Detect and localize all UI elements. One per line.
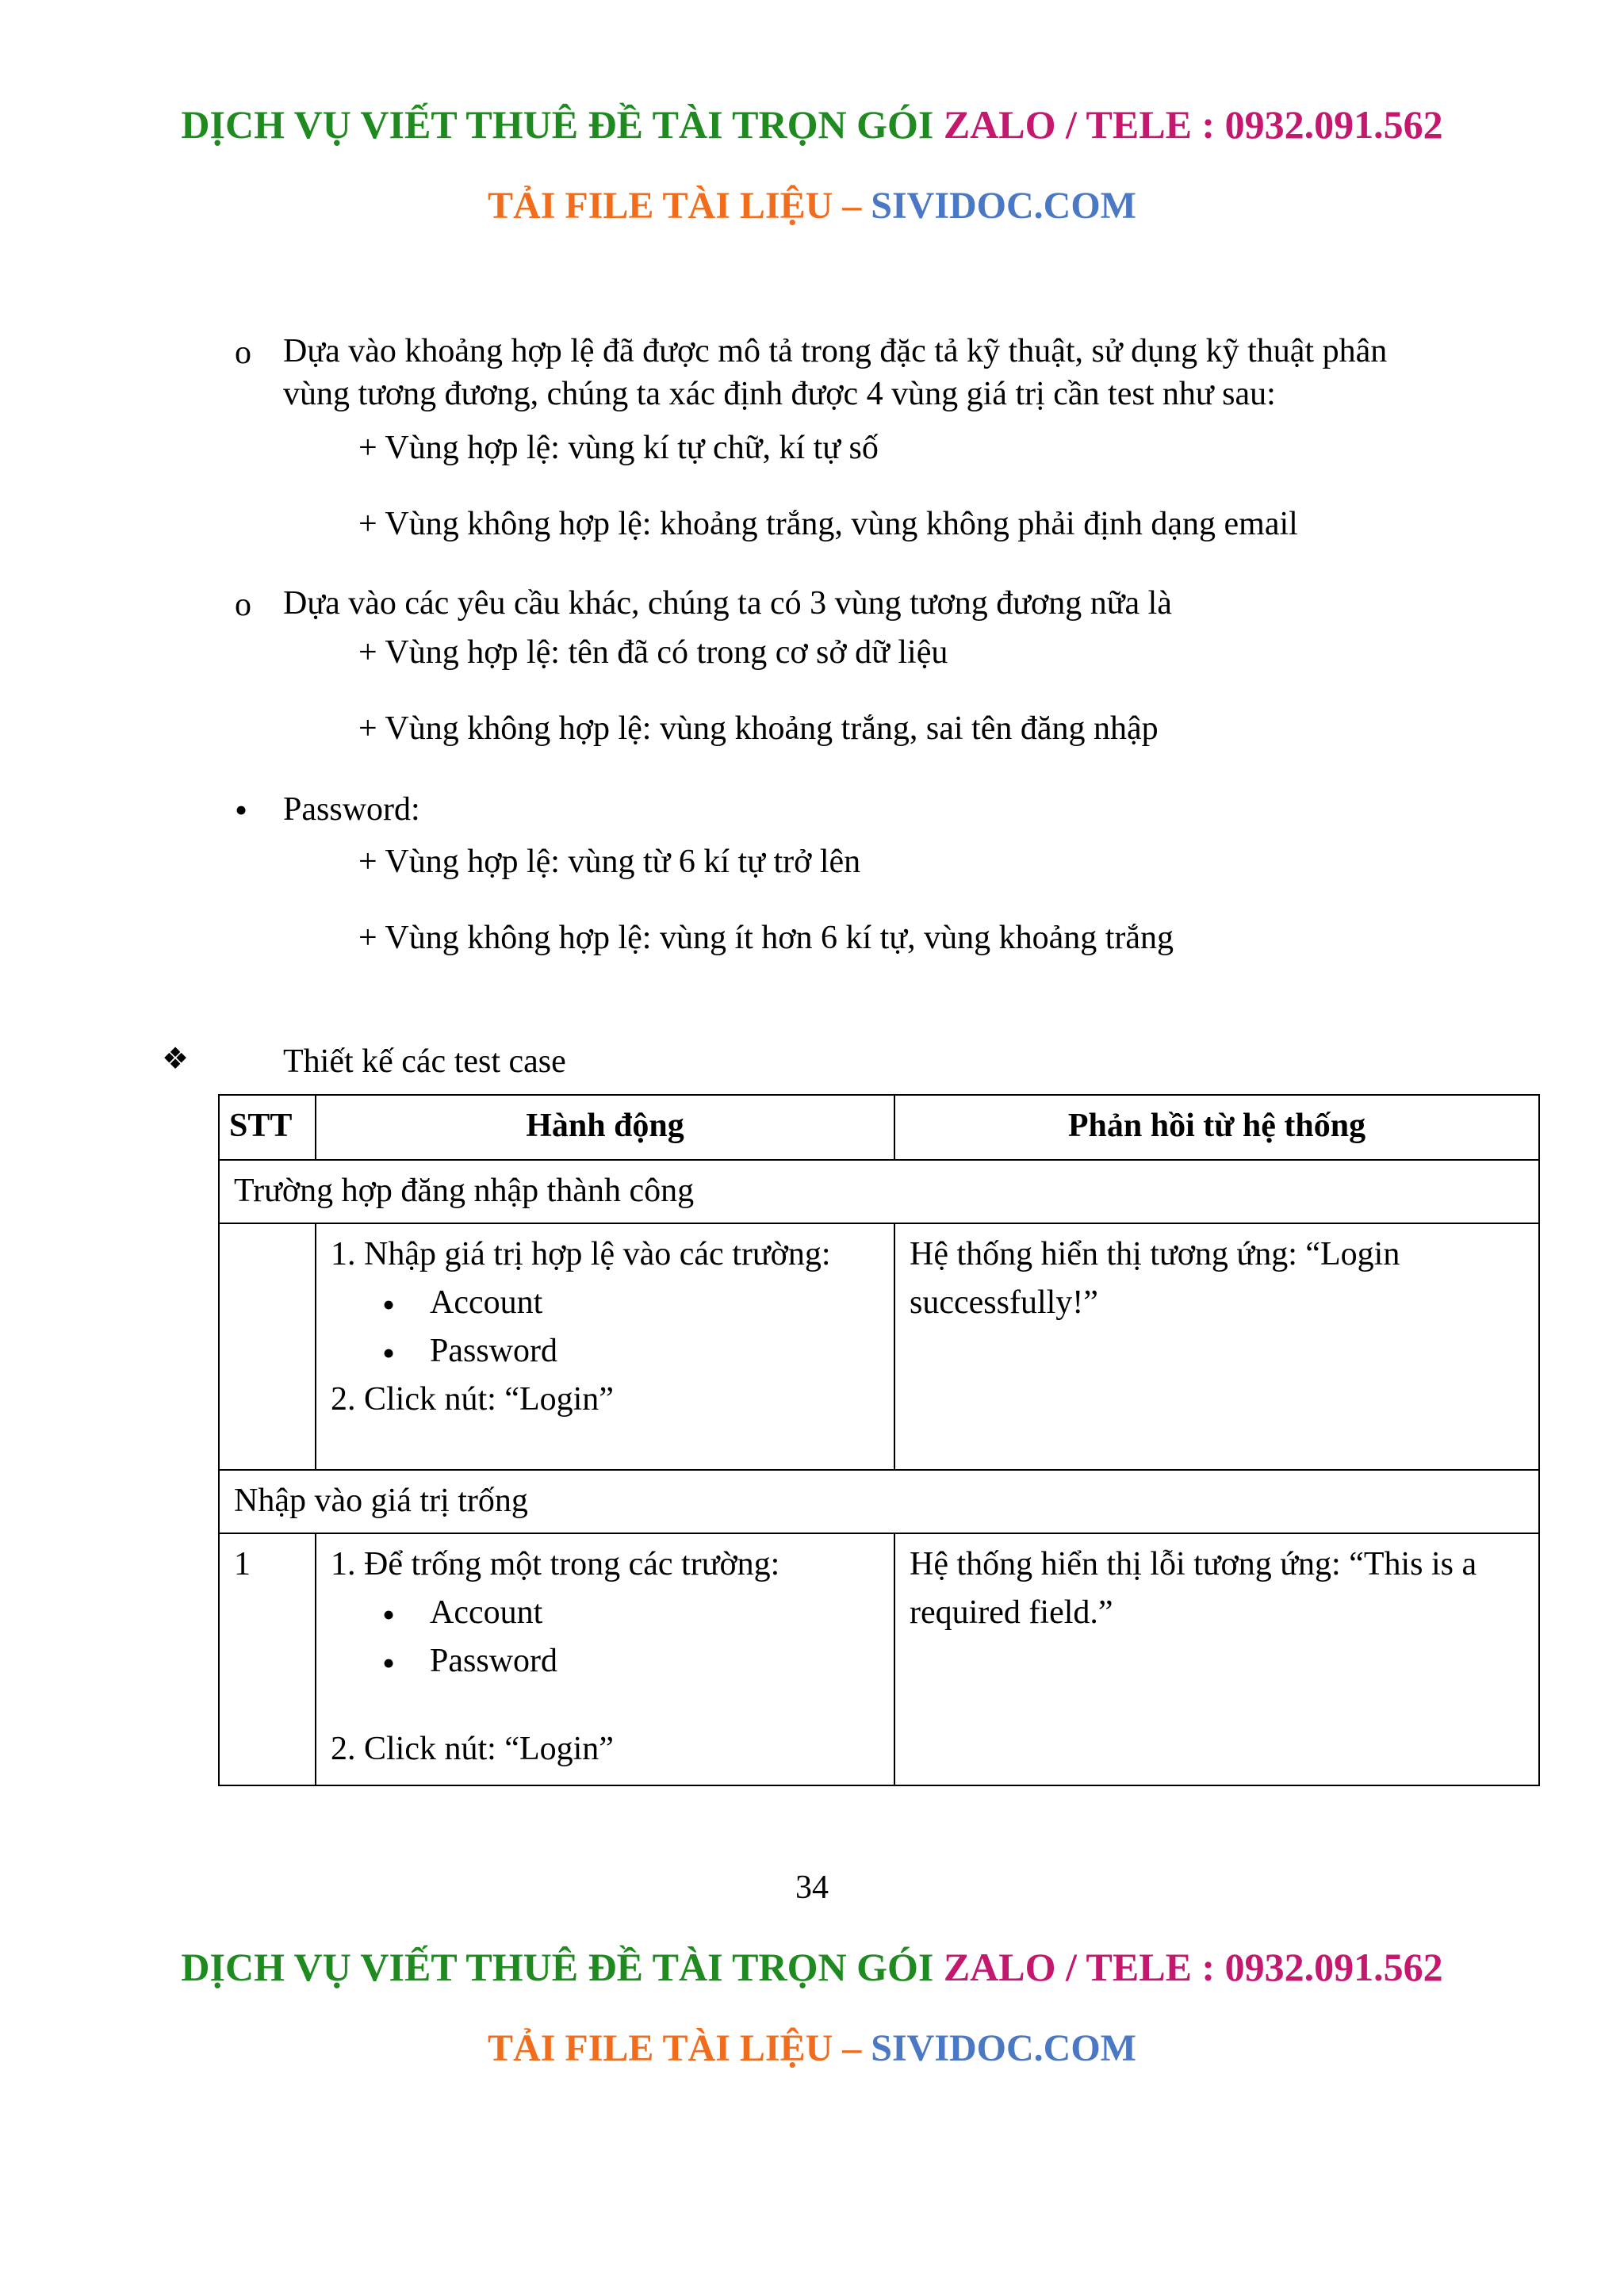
header-contact-text: ZALO / TELE : 0932.091.562 — [943, 102, 1443, 147]
footer-banner-download — [0, 2026, 1624, 2070]
footer-banner-service — [0, 1944, 1624, 1990]
group-title-empty: Nhập vào giá trị trống — [219, 1470, 1539, 1533]
list-item: • Password — [430, 1327, 879, 1376]
header-banner-service — [0, 101, 1624, 147]
row1-response — [894, 1223, 1539, 1470]
row1-field-list — [331, 1279, 879, 1376]
table-group-row — [219, 1160, 1539, 1223]
group-title-success: Trường hợp đăng nhập thành công — [219, 1160, 1539, 1223]
list-item: • Account — [430, 1589, 879, 1637]
list-item: • Account — [430, 1279, 879, 1327]
password-label: Password: — [283, 791, 420, 828]
page-number: 34 — [795, 1869, 829, 1906]
footer-service-text: DỊCH VỤ VIẾT THUÊ ĐỀ TÀI TRỌN GÓI — [181, 1945, 944, 1989]
test-case-table — [218, 1094, 1540, 1786]
table-group-row — [219, 1470, 1539, 1533]
header-banner-download — [0, 184, 1624, 228]
footer-download-text: TẢI FILE TÀI LIỆU – — [488, 2027, 871, 2069]
row1-step1: 1. Nhập giá trị hợp lệ vào các trường: — [331, 1236, 831, 1272]
header-action: Hành động — [316, 1095, 894, 1160]
row1-step2: 2. Click nút: “Login” — [331, 1380, 614, 1418]
row2-action — [316, 1533, 894, 1785]
table-row — [219, 1533, 1539, 1785]
circle-bullet-icon: o — [235, 335, 251, 371]
row2-step2: 2. Click nút: “Login” — [331, 1730, 614, 1767]
para2-line1: Dựa vào các yêu cầu khác, chúng ta có 3 vùng tương đương nữa là — [283, 585, 1172, 622]
header-service-text: DỊCH VỤ VIẾT THUÊ ĐỀ TÀI TRỌN GÓI — [181, 102, 944, 147]
password-invalid-zone: + Vùng không hợp lệ: vùng ít hơn 6 kí tự, vùng khoảng trắng — [358, 920, 1174, 956]
row1-response-line1: Hệ thống hiển thị tương ứng: “Login — [910, 1236, 1400, 1272]
row1-action — [316, 1223, 894, 1470]
row2-response — [894, 1533, 1539, 1785]
list-item: • Password — [430, 1637, 879, 1686]
para2-invalid-zone: + Vùng không hợp lệ: vùng khoảng trắng, sai tên đăng nhập — [358, 710, 1159, 747]
para2-valid-zone: + Vùng hợp lệ: tên đã có trong cơ sở dữ liệu — [358, 634, 948, 671]
para1-valid-zone: + Vùng hợp lệ: vùng kí tự chữ, kí tự số — [358, 430, 879, 466]
footer-site-link[interactable]: SIVIDOC.COM — [871, 2027, 1136, 2069]
footer-contact-text: ZALO / TELE : 0932.091.562 — [943, 1945, 1443, 1989]
row2-stt: 1 — [219, 1533, 316, 1785]
diamond-bullet-icon: ❖ — [162, 1043, 190, 1076]
row2-response-line1: Hệ thống hiển thị lỗi tương ứng: “This is a — [910, 1546, 1477, 1582]
row1-response-line2: successfully!” — [910, 1284, 1098, 1321]
table-header-row — [219, 1095, 1539, 1160]
row1-stt — [219, 1223, 316, 1470]
header-stt: STT — [219, 1095, 316, 1160]
password-valid-zone: + Vùng hợp lệ: vùng từ 6 kí tự trở lên — [358, 844, 861, 880]
table-row — [219, 1223, 1539, 1470]
circle-bullet-icon: o — [235, 587, 251, 623]
para1-invalid-zone: + Vùng không hợp lệ: khoảng trắng, vùng không phải định dạng email — [358, 506, 1298, 542]
bullet-icon: • — [235, 790, 248, 830]
header-download-text: TẢI FILE TÀI LIỆU – — [488, 185, 871, 227]
row2-field-list — [331, 1589, 879, 1686]
row2-response-line2: required field.” — [910, 1594, 1113, 1631]
row2-step1: 1. Để trống một trong các trường: — [331, 1546, 780, 1582]
para1-line1: Dựa vào khoảng hợp lệ đã được mô tả trong đặc tả kỹ thuật, sử dụng kỹ thuật phân — [283, 333, 1388, 369]
para1-line2: vùng tương đương, chúng ta xác định được 4 vùng giá trị cần test như sau: — [283, 376, 1276, 412]
header-site-link[interactable]: SIVIDOC.COM — [871, 185, 1136, 227]
section-title: Thiết kế các test case — [283, 1043, 566, 1080]
header-response: Phản hồi từ hệ thống — [894, 1095, 1539, 1160]
